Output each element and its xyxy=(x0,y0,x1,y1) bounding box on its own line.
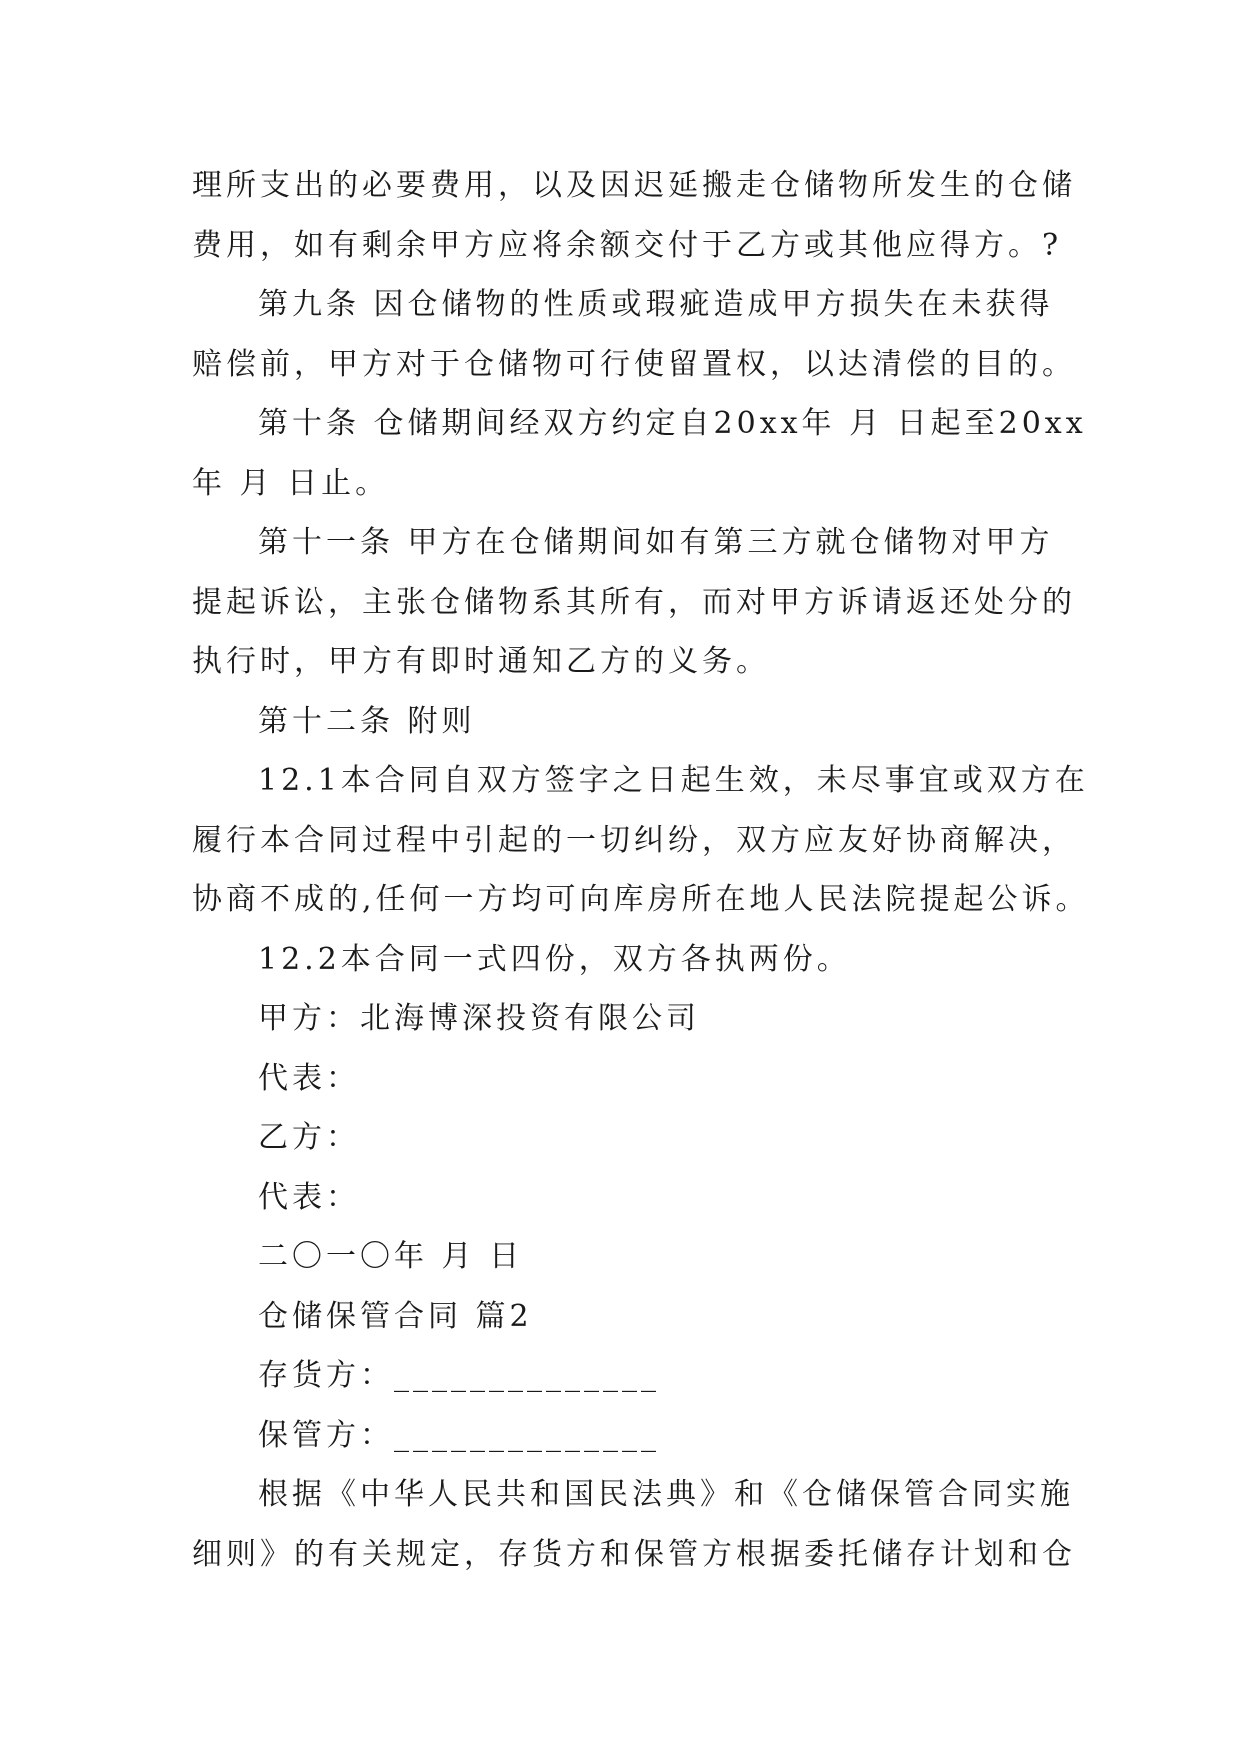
text-line: 赔偿前，甲方对于仓储物可行使留置权，以达清偿的目的。 xyxy=(192,346,1076,382)
text-line: 年 月 日止。 xyxy=(192,465,390,501)
preamble-line: 根据《中华人民共和国民法典》和《仓储保管合同实施 xyxy=(258,1477,1074,1512)
party-b-line: 乙方： xyxy=(258,1120,360,1155)
signing-date: 二〇一〇年 月 日 xyxy=(258,1239,524,1274)
section-title: 仓储保管合同 篇2 xyxy=(258,1298,533,1334)
text-line: 理所支出的必要费用，以及因迟延搬走仓储物所发生的仓储 xyxy=(192,168,1076,203)
article-10-line: 第十条 仓储期间经双方约定自20xx年 月 日起至20xx xyxy=(258,406,1087,441)
article-12-heading: 第十二条 附则 xyxy=(258,703,476,739)
clause-12-1-line: 12.1本合同自双方签字之日起生效，未尽事宜或双方在 xyxy=(258,763,1089,798)
text-line: 细则》的有关规定，存货方和保管方根据委托储存计划和仓 xyxy=(192,1536,1076,1572)
depositor-field: 存货方：______________ xyxy=(258,1358,660,1393)
text-line: 提起诉讼，主张仓储物系其所有，而对甲方诉请返还处分的 xyxy=(192,584,1076,620)
party-b-representative: 代表： xyxy=(258,1179,360,1215)
text-line: 执行时，甲方有即时通知乙方的义务。 xyxy=(192,644,770,679)
article-9-line: 第九条 因仓储物的性质或瑕疵造成甲方损失在未获得 xyxy=(258,287,1054,322)
party-a-representative: 代表： xyxy=(258,1060,360,1096)
text-line: 费用，如有剩余甲方应将余额交付于乙方或其他应得方。? xyxy=(192,227,1063,263)
document-body xyxy=(192,156,1090,1584)
custodian-field: 保管方：______________ xyxy=(258,1417,660,1453)
text-line: 履行本合同过程中引起的一切纠纷，双方应友好协商解决， xyxy=(192,822,1076,858)
article-11-line: 第十一条 甲方在仓储期间如有第三方就仓储物对甲方 xyxy=(258,525,1054,560)
party-a-line: 甲方：北海博深投资有限公司 xyxy=(258,1001,700,1036)
text-line: 协商不成的,任何一方均可向库房所在地人民法院提起公诉。 xyxy=(192,882,1090,917)
clause-12-2-line: 12.2本合同一式四份，双方各执两份。 xyxy=(258,941,851,977)
